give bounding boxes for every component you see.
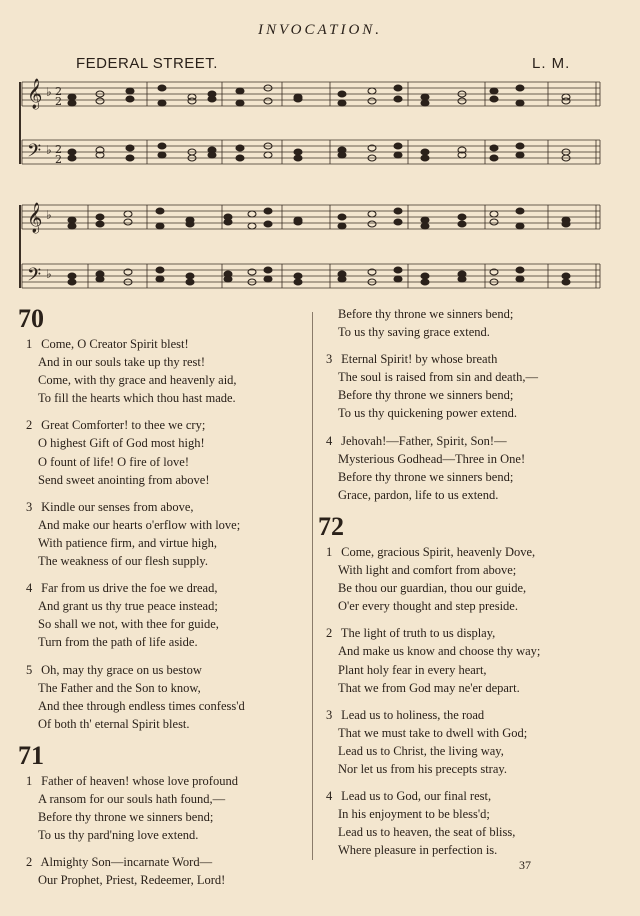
verse-line: Plant holy fear in every heart, [338, 662, 487, 677]
verse-number: 1 [26, 337, 33, 351]
verse-line: Mysterious Godhead—Three in One! [338, 451, 526, 466]
verse-line: Be thou our guardian, thou our guide, [338, 581, 527, 596]
svg-text:𝄞: 𝄞 [27, 203, 43, 233]
verse [18, 579, 308, 651]
verse-line: 3 Kindle our senses from above, [18, 498, 308, 516]
svg-text:𝄢: 𝄢 [27, 265, 42, 290]
hymn-71-continued [318, 305, 618, 504]
verse-line: 2 The light of truth to us display, [318, 624, 618, 642]
verse-line: 3 Lead us to holiness, the road [318, 706, 618, 724]
svg-text:♭: ♭ [46, 85, 52, 99]
verse-line: The Father and the Son to know, [38, 680, 201, 695]
verse-number: 3 [326, 352, 333, 367]
verse [18, 772, 308, 844]
verse-line: The weakness of our flesh supply. [38, 554, 208, 569]
svg-text:♭: ♭ [46, 208, 52, 222]
svg-text:𝄢: 𝄢 [27, 141, 42, 166]
verse-line: Before thy throne we sinners bend; [38, 810, 214, 825]
verse-line: With light and comfort from above; [338, 563, 517, 578]
verse [318, 543, 618, 615]
verse-line: Turn from the path of life aside. [38, 635, 198, 650]
verse [318, 787, 618, 859]
verse-line: And grant us thy true peace instead; [38, 599, 218, 614]
verse-line: So shall we not, with thee for guide, [38, 617, 219, 632]
verse-line: And thee through endless times confess'd [38, 698, 245, 713]
verse [18, 661, 308, 733]
verse-line: 4 Jehovah!—Father, Spirit, Son!— [318, 432, 618, 450]
verse-number: 1 [26, 773, 33, 788]
hymn-70 [18, 305, 308, 733]
verse-line: And make our hearts o'erflow with love; [38, 517, 241, 532]
verse-number: 3 [26, 499, 33, 514]
section-title: INVOCATION. [257, 22, 383, 38]
verse-line: To us thy saving grace extend. [338, 325, 490, 340]
verse-number: 4 [326, 789, 333, 804]
verse-line: 4 Lead us to God, our final rest, [318, 787, 618, 805]
verse-number: 2 [26, 855, 33, 870]
verse-line: O'er every thought and step preside. [338, 599, 518, 614]
svg-text:♭: ♭ [46, 267, 52, 281]
svg-text:2: 2 [55, 153, 62, 166]
music-score [0, 0, 640, 300]
verse-line: Send sweet anointing from above! [38, 472, 210, 487]
verse-line: 2 Great Comforter! to thee we cry; [18, 416, 308, 434]
verse-line: Nor let us from his precepts stray. [338, 761, 507, 776]
verse-line: O highest Gift of God most high! [38, 436, 205, 451]
verse-line: 4 Far from us drive the foe we dread, [18, 579, 308, 597]
verse [318, 305, 618, 341]
hymn-number: 72 [318, 511, 344, 541]
verse [18, 335, 308, 407]
verse [18, 853, 308, 889]
verse-line: That we from God may ne'er depart. [338, 680, 520, 695]
verse-line: 1 Come, gracious Spirit, heavenly Dove, [318, 543, 618, 561]
verse-number: 1 [326, 544, 333, 559]
verse-line: Before thy throne we sinners bend; [338, 469, 514, 484]
verse-line: To us thy pard'ning love extend. [38, 828, 199, 843]
verse-line: 3 Eternal Spirit! by whose breath [318, 350, 618, 368]
verse-line: To us thy quickening power extend. [338, 406, 517, 421]
verse-number: 4 [326, 433, 333, 448]
column-divider [312, 312, 313, 860]
right-column [318, 305, 618, 868]
verse-line: And make us know and choose thy way; [338, 644, 541, 659]
verse-line: 5 Oh, may thy grace on us bestow [18, 661, 308, 679]
hymn-number: 71 [18, 740, 44, 770]
verse [318, 624, 618, 696]
verse-number: 2 [26, 418, 33, 433]
hymn-number: 70 [18, 304, 44, 333]
verse-number: 3 [326, 707, 333, 722]
verse-line: Where pleasure in perfection is. [338, 843, 498, 858]
verse-line: O fount of life! O fire of love! [38, 454, 189, 469]
meter-label: L. M. [532, 55, 571, 72]
svg-text:2: 2 [55, 143, 62, 156]
verse-number: 2 [326, 626, 333, 641]
verse-line: 2 Almighty Son—incarnate Word— [18, 853, 308, 871]
verse [318, 706, 618, 778]
verse-line: That we must take to dwell with God; [338, 725, 528, 740]
system-1 [20, 82, 600, 164]
verse-line: The soul is raised from sin and death,— [338, 370, 538, 385]
verse-line: 1 Father of heaven! whose love profound [18, 772, 308, 790]
verse-line: And in our souls take up thy rest! [38, 355, 205, 370]
verse-number: 5 [26, 662, 33, 677]
verse-line: Grace, pardon, life to us extend. [338, 487, 499, 502]
verse-line: 1 Come, O Creator Spirit blest! [18, 335, 308, 353]
verse-line: Of both th' eternal Spirit blest. [38, 716, 190, 731]
hymn-72 [318, 513, 618, 860]
verse [18, 416, 308, 488]
verse-line: To fill the hearts which thou hast made. [38, 391, 236, 406]
verse [318, 350, 618, 422]
page-number: 37 [519, 858, 531, 872]
svg-text:2: 2 [55, 95, 62, 108]
verse-number: 4 [26, 581, 33, 596]
verse-line: Before thy throne we sinners bend; [338, 307, 514, 321]
verse-line: With patience firm, and virtue high, [38, 535, 217, 550]
verse-line: Before thy throne we sinners bend; [338, 388, 514, 403]
system-2 [20, 205, 600, 288]
verse [318, 432, 618, 504]
svg-text:𝄞: 𝄞 [27, 79, 43, 109]
tune-name: FEDERAL STREET. [76, 55, 218, 72]
svg-text:2: 2 [55, 85, 62, 98]
verse-line: In his enjoyment to be bless'd; [338, 807, 490, 822]
verse-line: Come, with thy grace and heavenly aid, [38, 373, 237, 388]
verse-line: Lead us to heaven, the seat of bliss, [338, 825, 516, 840]
verse-line: Lead us to Christ, the living way, [338, 743, 504, 758]
verse [18, 498, 308, 570]
hymn-71 [18, 742, 308, 890]
svg-text:♭: ♭ [46, 143, 52, 157]
verse-line: A ransom for our souls hath found,— [38, 791, 226, 806]
verse-line: Our Prophet, Priest, Redeemer, Lord! [38, 873, 226, 888]
left-column [18, 305, 308, 898]
